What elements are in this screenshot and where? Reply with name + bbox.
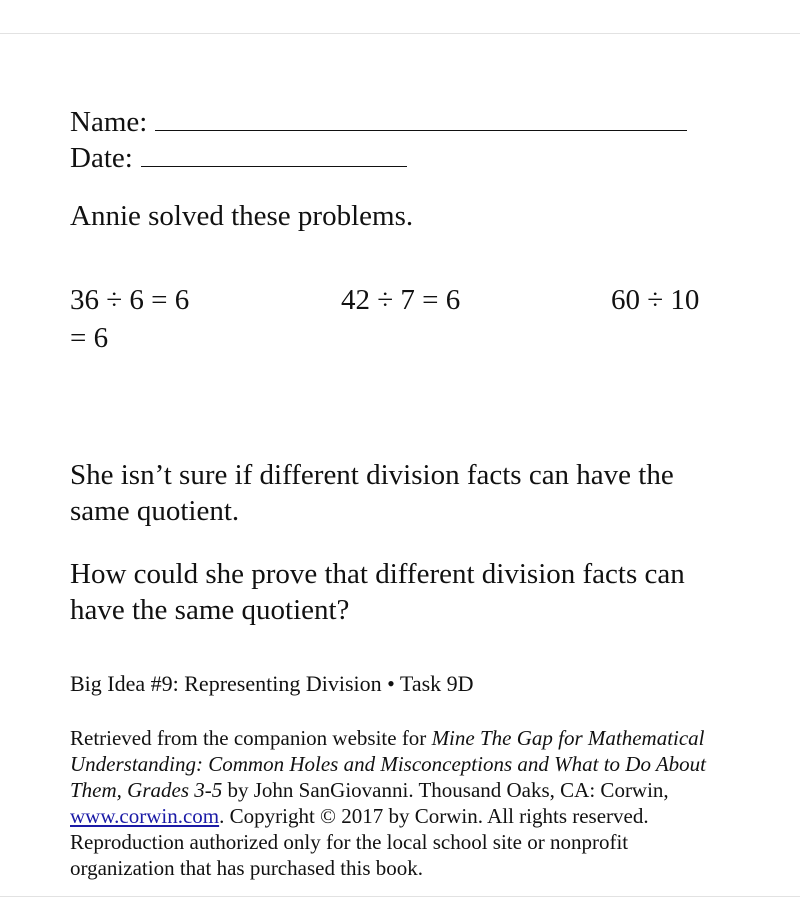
name-blank	[155, 104, 687, 131]
problem-2: 42 ÷ 7 = 6	[341, 284, 461, 316]
question-text: How could she prove that different division facts can have the same quotient?	[70, 558, 685, 626]
problem-3-continued: = 6	[70, 322, 109, 354]
credit-mid: by John SanGiovanni. Thousand Oaks, CA: Corwin,	[222, 778, 669, 802]
task-label: Big Idea #9: Representing Division • Task 9D	[70, 671, 474, 696]
credit-prefix: Retrieved from the companion website for	[70, 726, 432, 750]
date-blank	[141, 140, 407, 167]
corwin-link[interactable]: www.corwin.com	[70, 804, 220, 828]
intro-text: Annie solved these problems.	[70, 200, 414, 232]
bottom-divider	[0, 896, 800, 897]
top-divider	[0, 33, 800, 34]
credit-suffix: . Copyright © 2017 by Corwin. All rights reserved. Reproduction authorized only for the local school site or nonprofit organization that has purchased this book.	[70, 804, 649, 880]
problem-1: 36 ÷ 6 = 6	[70, 284, 190, 316]
date-field	[70, 140, 407, 175]
date-label: Date:	[70, 142, 133, 174]
problem-3: 60 ÷ 10	[611, 284, 700, 316]
statement-text: She isn’t sure if different division facts can have the same quotient.	[70, 459, 674, 527]
copyright-credit	[70, 725, 730, 881]
name-field	[70, 104, 687, 139]
name-label: Name:	[70, 106, 148, 138]
book-title: Mine The Gap for Mathematical Understanding: Common Holes and Misconceptions and What to Do About Them, Grades 3-5	[70, 726, 706, 802]
